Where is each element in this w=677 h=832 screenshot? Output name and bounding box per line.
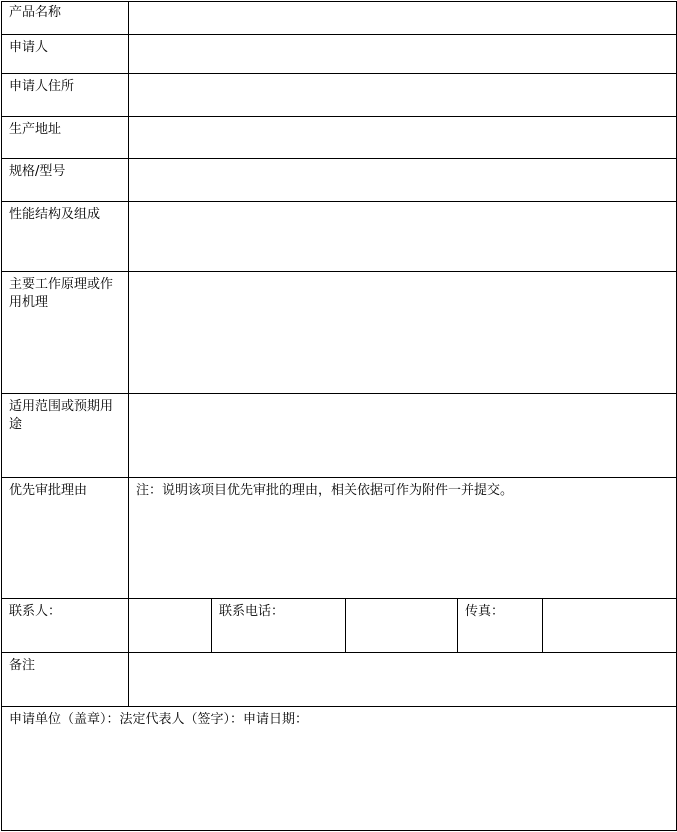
- scope-field[interactable]: [129, 394, 677, 478]
- priority-approval-application-form: [1, 1, 677, 831]
- row-applicant: [2, 35, 677, 74]
- spec-model-label: 规格/型号: [2, 159, 129, 202]
- row-production-address: [2, 117, 677, 159]
- principle-field[interactable]: [129, 272, 677, 394]
- applicant-label: 申请人: [2, 35, 129, 74]
- contact-phone-label: 联系电话：: [212, 599, 346, 653]
- applicant-address-label: 申请人住所: [2, 74, 129, 117]
- contact-phone-field[interactable]: [346, 599, 458, 653]
- row-spec-model: [2, 159, 677, 202]
- row-remarks: [2, 653, 677, 707]
- row-contact: [2, 599, 677, 653]
- applicant-address-field[interactable]: [129, 74, 677, 117]
- performance-field[interactable]: [129, 202, 677, 272]
- row-principle: [2, 272, 677, 394]
- row-product-name: [2, 2, 677, 35]
- priority-reason-note[interactable]: 注：说明该项目优先审批的理由，相关依据可作为附件一并提交。: [129, 478, 677, 599]
- contact-person-label: 联系人：: [2, 599, 129, 653]
- production-address-field[interactable]: [129, 117, 677, 159]
- product-name-label: 产品名称: [2, 2, 129, 35]
- row-priority-reason: [2, 478, 677, 599]
- remarks-label: 备注: [2, 653, 129, 707]
- fax-label: 传真：: [458, 599, 543, 653]
- contact-person-field[interactable]: [129, 599, 212, 653]
- performance-label: 性能结构及组成: [2, 202, 129, 272]
- row-scope: [2, 394, 677, 478]
- signature-line[interactable]: 申请单位（盖章）：法定代表人（签字）：申请日期：: [2, 707, 677, 831]
- fax-field[interactable]: [543, 599, 677, 653]
- spec-model-field[interactable]: [129, 159, 677, 202]
- production-address-label: 生产地址: [2, 117, 129, 159]
- row-performance: [2, 202, 677, 272]
- principle-label: 主要工作原理或作用机理: [2, 272, 129, 394]
- row-applicant-address: [2, 74, 677, 117]
- row-signature: [2, 707, 677, 831]
- scope-label: 适用范围或预期用途: [2, 394, 129, 478]
- applicant-field[interactable]: [129, 35, 677, 74]
- remarks-field[interactable]: [129, 653, 677, 707]
- product-name-field[interactable]: [129, 2, 677, 35]
- priority-reason-label: 优先审批理由: [2, 478, 129, 599]
